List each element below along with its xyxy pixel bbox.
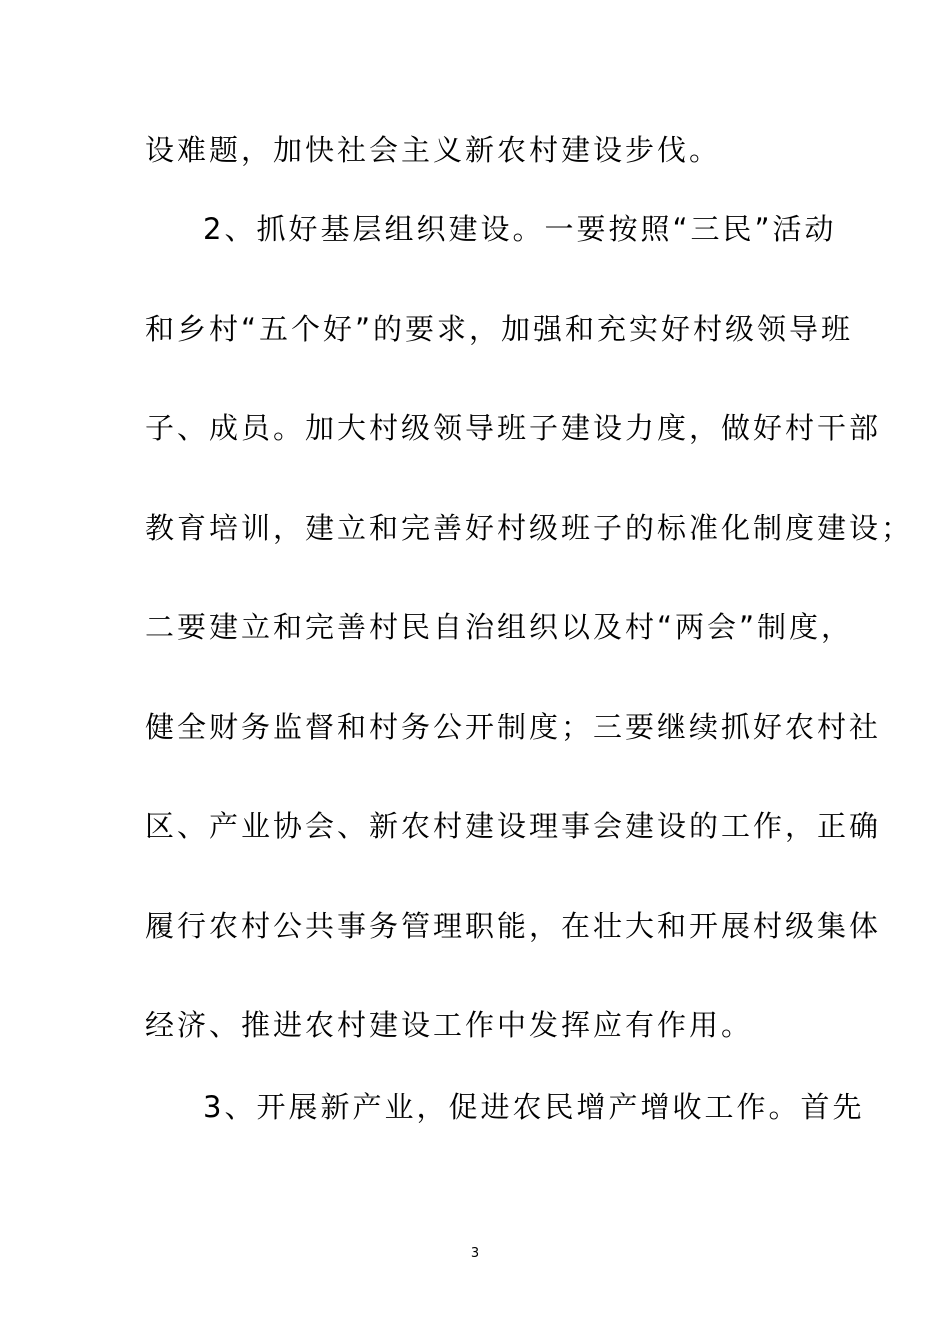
page-number: 3 <box>470 1246 480 1261</box>
text-line: 和乡村“五个好”的要求，加强和充实好村级领导班 <box>145 312 854 346</box>
text-line: 履行农村公共事务管理职能，在壮大和开展村级集体 <box>145 909 882 943</box>
text-line: 经济、推进农村建设工作中发挥应有作用。 <box>145 1008 754 1042</box>
text-line: 设难题，加快社会主义新农村建设步伐。 <box>145 133 722 167</box>
paragraph-3-first-line: 3、开展新产业，促进农民增产增收工作。首先 <box>203 1090 865 1124</box>
text-line: 健全财务监督和村务公开制度；三要继续抓好农村社 <box>145 710 882 744</box>
text-line: 教育培训，建立和完善好村级班子的标准化制度建设； <box>145 511 914 545</box>
text-line: 二要建立和完善村民自治组织以及村“两会”制度， <box>145 610 854 644</box>
text-line: 区、产业协会、新农村建设理事会建设的工作，正确 <box>145 809 882 843</box>
text-line: 子、成员。加大村级领导班子建设力度，做好村干部 <box>145 411 882 445</box>
paragraph-2-first-line: 2、抓好基层组织建设。一要按照“三民”活动 <box>203 212 837 246</box>
